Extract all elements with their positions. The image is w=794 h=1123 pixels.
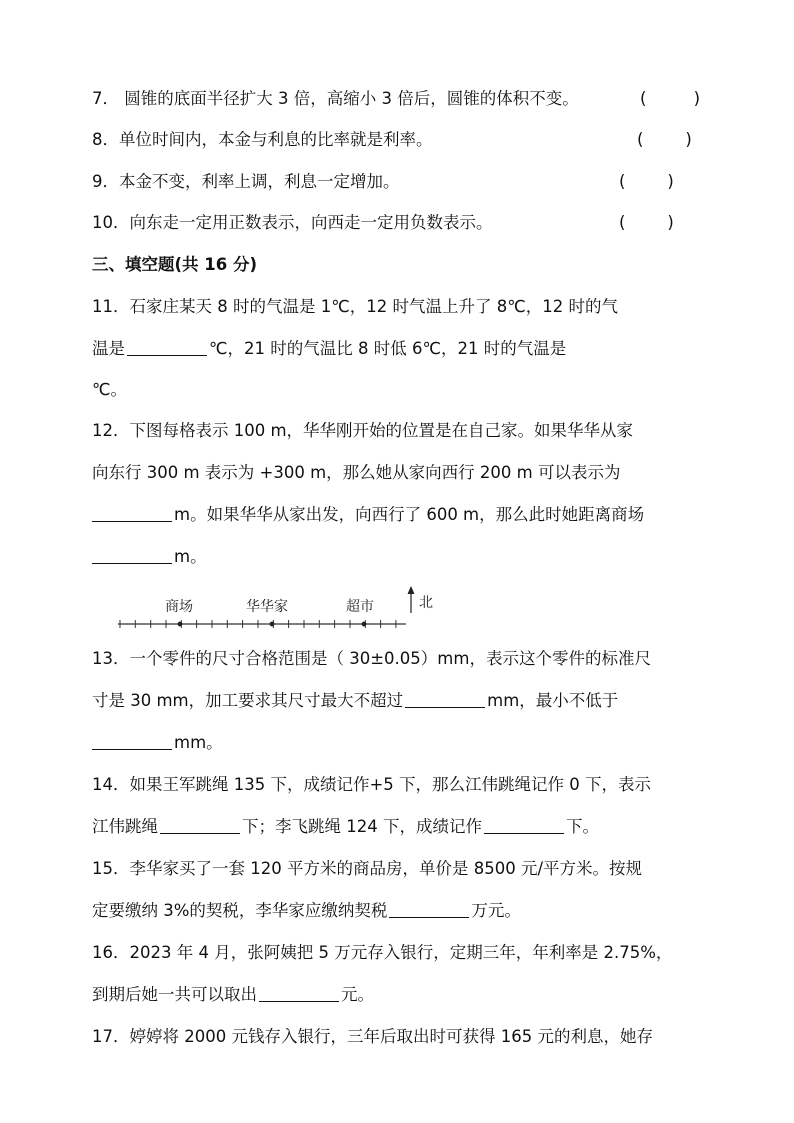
answer-blank[interactable] <box>484 817 564 834</box>
question-13-line2 <box>92 690 618 712</box>
market-label: 超市 <box>346 599 374 615</box>
market-point <box>362 622 367 627</box>
question-13-text-b: mm，最小不低于 <box>487 691 619 710</box>
question-15-line2 <box>92 900 521 922</box>
answer-blank[interactable] <box>405 691 485 708</box>
number-line-figure <box>118 583 448 633</box>
question-10-text: 10．向东走一定用正数表示，向西走一定用负数表示。 <box>92 213 493 232</box>
question-13-line3 <box>92 732 223 754</box>
question-16-line2 <box>92 984 374 1006</box>
answer-blank[interactable] <box>92 505 172 522</box>
question-15-text-a: 定要缴纳 3%的契税，李华家应缴纳契税 <box>92 901 388 920</box>
question-14-text-a: 江伟跳绳 <box>92 817 158 836</box>
question-17-line1: 17．婷婷将 2000 元钱存入银行，三年后取出时可获得 165 元的利息，她存 <box>92 1027 653 1046</box>
question-10 <box>92 212 493 234</box>
question-9-answer-paren[interactable]: ( ) <box>619 172 674 191</box>
question-14-text-b: 下；李飞跳绳 124 下，成绩记作 <box>242 817 482 836</box>
number-line-svg <box>118 583 448 633</box>
answer-blank[interactable] <box>92 547 172 564</box>
question-15-line1: 15．李华家买了一套 120 平方米的商品房，单价是 8500 元/平方米。按规 <box>92 859 643 878</box>
question-7-text: 7． 圆锥的底面半径扩大 3 倍，高缩小 3 倍后，圆锥的体积不变。 <box>92 89 579 108</box>
question-7 <box>92 88 579 110</box>
question-11-text-b: ℃，21 时的气温比 8 时低 6℃，21 时的气温是 <box>209 339 567 358</box>
question-13-text-a: 寸是 30 mm，加工要求其尺寸最大不超过 <box>92 691 404 710</box>
question-14-line1: 14．如果王军跳绳 135 下，成绩记作+5 下，那么江伟跳绳记作 0 下，表示 <box>92 775 652 794</box>
question-14-text-c: 下。 <box>565 817 599 836</box>
question-12-line1: 12．下图每格表示 100 m，华华刚开始的位置是在自己家。如果华华从家 <box>92 421 634 440</box>
answer-blank[interactable] <box>259 985 339 1002</box>
question-12-line2: 向东行 300 m 表示为 +300 m，那么她从家向西行 200 m 可以表示为 <box>92 463 621 482</box>
question-11-line2 <box>92 338 566 360</box>
answer-blank[interactable] <box>127 339 207 356</box>
question-10-answer-paren[interactable]: ( ) <box>619 213 674 232</box>
question-13-text-c: mm。 <box>174 733 223 752</box>
question-16-line1: 16．2023 年 4 月，张阿姨把 5 万元存入银行，定期三年，年利率是 2.75%， <box>92 943 673 962</box>
question-8-answer-paren[interactable]: ( ) <box>637 130 692 149</box>
answer-blank[interactable] <box>389 901 469 918</box>
question-8-text: 8．单位时间内，本金与利息的比率就是利率。 <box>92 130 433 149</box>
home-label: 华华家 <box>246 599 288 615</box>
question-12-line4 <box>92 546 207 568</box>
question-13-line1: 13．一个零件的尺寸合格范围是（ 30±0.05）mm，表示这个零件的标准尺 <box>92 649 651 668</box>
question-12-line3 <box>92 504 644 526</box>
mall-point <box>178 622 183 627</box>
question-12-text-d: m。 <box>174 547 207 566</box>
question-11-text-a: 温是 <box>92 339 125 358</box>
north-label: 北 <box>419 595 433 611</box>
answer-blank[interactable] <box>92 733 172 750</box>
question-14-line2 <box>92 816 599 838</box>
question-7-answer-paren[interactable]: ( ) <box>640 89 701 108</box>
answer-blank[interactable] <box>160 817 240 834</box>
home-point <box>270 622 275 627</box>
question-16-text-b: 元。 <box>341 985 374 1004</box>
question-8 <box>92 129 433 151</box>
question-16-text-a: 到期后她一共可以取出 <box>92 985 257 1004</box>
section-title: 三、填空题(共 16 分) <box>92 255 258 274</box>
question-15-text-b: 万元。 <box>471 901 521 920</box>
question-9-text: 9．本金不变，利率上调，利息一定增加。 <box>92 172 400 191</box>
mall-label: 商场 <box>165 599 193 615</box>
north-arrowhead-icon <box>408 586 415 594</box>
question-11-line1: 11．石家庄某天 8 时的气温是 1℃，12 时气温上升了 8℃，12 时的气 <box>92 297 619 316</box>
question-9 <box>92 171 400 193</box>
question-11-line3: ℃。 <box>92 380 128 399</box>
question-12-text-c: m。如果华华从家出发，向西行了 600 m，那么此时她距离商场 <box>174 505 645 524</box>
